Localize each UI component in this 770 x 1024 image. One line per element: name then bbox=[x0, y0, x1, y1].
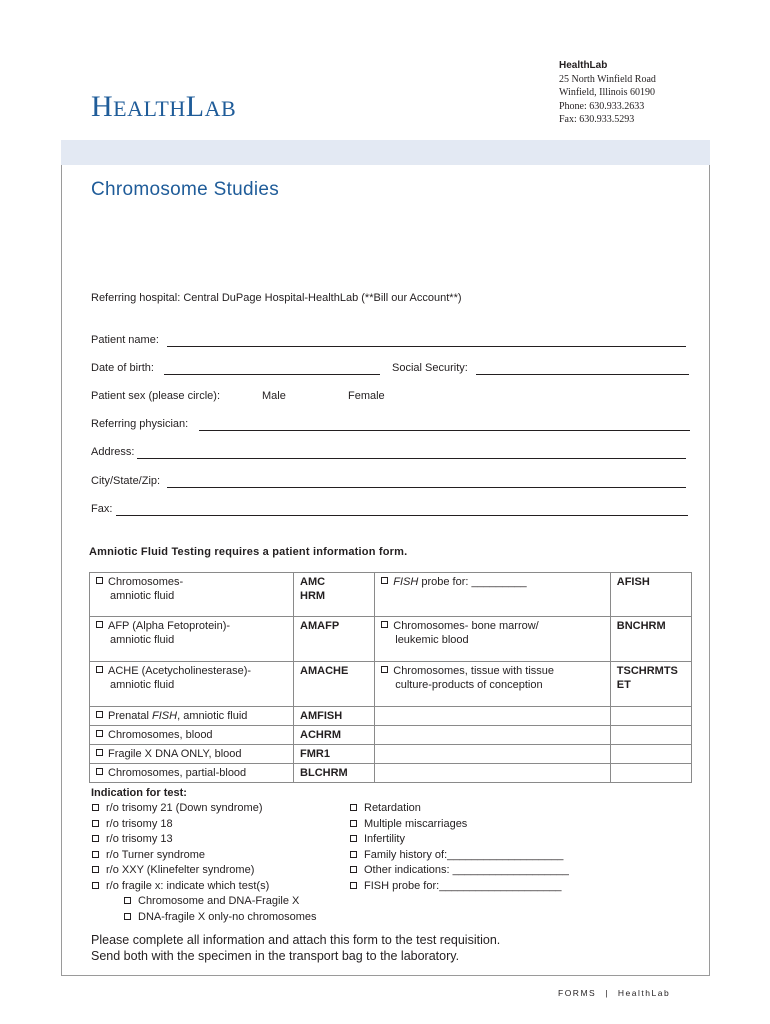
table-row bbox=[90, 764, 692, 783]
checkbox[interactable] bbox=[96, 621, 103, 628]
indication-item[interactable]: r/o trisomy 21 (Down syndrome) bbox=[92, 801, 317, 817]
table-row bbox=[90, 726, 692, 745]
test-code: BLCHRM bbox=[294, 764, 375, 783]
dob-field[interactable] bbox=[164, 374, 380, 375]
closing-instructions bbox=[91, 932, 500, 964]
test-code: AMFISH bbox=[294, 707, 375, 726]
test-ache-amniotic[interactable]: ACHE (Acetycholinesterase)- amniotic fluid bbox=[90, 662, 294, 707]
checkbox[interactable] bbox=[96, 577, 103, 584]
header-band bbox=[61, 140, 710, 165]
checkbox[interactable] bbox=[350, 835, 357, 842]
test-fragile-x-dna[interactable]: Fragile X DNA ONLY, blood bbox=[90, 745, 294, 764]
checkbox[interactable] bbox=[350, 804, 357, 811]
checkbox[interactable] bbox=[92, 851, 99, 858]
indication-item[interactable]: r/o XXY (Klinefelter syndrome) bbox=[92, 863, 317, 879]
test-afp-amniotic[interactable]: AFP (Alpha Fetoprotein)- amniotic fluid bbox=[90, 617, 294, 662]
indication-item[interactable]: Other indications: ___________________ bbox=[350, 863, 569, 879]
checkbox[interactable] bbox=[92, 835, 99, 842]
address-block bbox=[559, 59, 656, 127]
indication-item[interactable]: r/o trisomy 18 bbox=[92, 817, 317, 833]
indication-item[interactable]: Retardation bbox=[350, 801, 569, 817]
closing-line2: Send both with the specimen in the transport bag to the laboratory. bbox=[91, 949, 460, 963]
checkbox[interactable] bbox=[96, 768, 103, 775]
checkbox[interactable] bbox=[92, 866, 99, 873]
amniotic-note: Amniotic Fluid Testing requires a patient information form. bbox=[89, 546, 408, 558]
closing-line1: Please complete all information and attach this form to the test requisition. bbox=[91, 933, 501, 947]
empty-cell bbox=[610, 764, 691, 783]
test-prenatal-fish[interactable]: Prenatal FISH, amniotic fluid bbox=[90, 707, 294, 726]
checkbox[interactable] bbox=[350, 820, 357, 827]
test-fish-probe[interactable]: FISH probe for: _________ bbox=[375, 573, 611, 617]
test-code: AMAFP bbox=[294, 617, 375, 662]
physician-field[interactable] bbox=[199, 430, 690, 431]
empty-cell bbox=[610, 707, 691, 726]
address-field[interactable] bbox=[137, 458, 686, 459]
fax-field[interactable] bbox=[116, 515, 688, 516]
checkbox[interactable] bbox=[92, 804, 99, 811]
indication-subitem[interactable]: DNA-fragile X only-no chromosomes bbox=[92, 910, 317, 926]
dob-label: Date of birth: bbox=[91, 362, 154, 374]
checkbox[interactable] bbox=[124, 913, 131, 920]
indication-subitem[interactable]: Chromosome and DNA-Fragile X bbox=[92, 894, 317, 910]
test-code: AMACHE bbox=[294, 662, 375, 707]
checkbox[interactable] bbox=[124, 897, 131, 904]
indication-list-left bbox=[92, 801, 317, 925]
checkbox[interactable] bbox=[96, 749, 103, 756]
checkbox[interactable] bbox=[92, 820, 99, 827]
patient-name-field[interactable] bbox=[167, 346, 686, 347]
checkbox[interactable] bbox=[92, 882, 99, 889]
table-row bbox=[90, 707, 692, 726]
test-chromosomes-blood[interactable]: Chromosomes, blood bbox=[90, 726, 294, 745]
footer-separator: | bbox=[605, 988, 609, 998]
table-row bbox=[90, 662, 692, 707]
footer-forms: FORMS bbox=[558, 988, 597, 998]
checkbox[interactable] bbox=[96, 711, 103, 718]
tests-table bbox=[89, 572, 692, 783]
physician-label: Referring physician: bbox=[91, 418, 189, 430]
sex-option-male[interactable]: Male bbox=[262, 390, 286, 402]
test-chromosomes-amniotic[interactable]: Chromosomes- amniotic fluid bbox=[90, 573, 294, 617]
indication-list-right bbox=[350, 801, 569, 894]
test-code: AMC HRM bbox=[294, 573, 375, 617]
indication-item[interactable]: r/o fragile x: indicate which test(s) bbox=[92, 879, 317, 895]
indication-title: Indication for test: bbox=[91, 787, 187, 799]
form-title: Chromosome Studies bbox=[91, 179, 280, 200]
indication-item[interactable]: FISH probe for:____________________ bbox=[350, 879, 569, 895]
logo-letter-h: H bbox=[91, 90, 114, 123]
ssn-field[interactable] bbox=[476, 374, 689, 375]
address-line1: 25 North Winfield Road bbox=[559, 73, 656, 85]
checkbox[interactable] bbox=[96, 666, 103, 673]
test-code: FMR1 bbox=[294, 745, 375, 764]
table-row bbox=[90, 573, 692, 617]
logo-text-ab: AB bbox=[204, 96, 237, 121]
table-row bbox=[90, 617, 692, 662]
empty-cell bbox=[610, 726, 691, 745]
page-footer bbox=[558, 988, 670, 998]
healthlab-logo bbox=[91, 90, 236, 124]
address-line2: Winfield, Illinois 60190 bbox=[559, 87, 655, 98]
table-row bbox=[90, 745, 692, 764]
org-name: HealthLab bbox=[559, 60, 608, 71]
indication-item[interactable]: Multiple miscarriages bbox=[350, 817, 569, 833]
phone-number: Phone: 630.933.2633 bbox=[559, 100, 645, 112]
empty-cell bbox=[375, 707, 611, 726]
test-code: BNCHRM bbox=[610, 617, 691, 662]
footer-brand: HealthLab bbox=[617, 988, 671, 998]
checkbox[interactable] bbox=[350, 866, 357, 873]
fax-label: Fax: bbox=[91, 503, 113, 515]
logo-text-ealth: EALTH bbox=[113, 96, 186, 121]
referring-hospital: Referring hospital: Central DuPage Hospital-HealthLab (**Bill our Account**) bbox=[91, 292, 462, 304]
city-field[interactable] bbox=[167, 487, 686, 488]
indication-item[interactable]: r/o Turner syndrome bbox=[92, 848, 317, 864]
indication-item[interactable]: r/o trisomy 13 bbox=[92, 832, 317, 848]
test-chromosomes-partial-blood[interactable]: Chromosomes, partial-blood bbox=[90, 764, 294, 783]
test-code: ACHRM bbox=[294, 726, 375, 745]
checkbox[interactable] bbox=[381, 621, 388, 628]
indication-item[interactable]: Family history of:___________________ bbox=[350, 848, 569, 864]
test-code: TSCHRMTS ET bbox=[610, 662, 691, 707]
empty-cell bbox=[375, 764, 611, 783]
checkbox[interactable] bbox=[96, 730, 103, 737]
empty-cell bbox=[375, 745, 611, 764]
checkbox[interactable] bbox=[350, 851, 357, 858]
ssn-label: Social Security: bbox=[392, 362, 468, 374]
sex-option-female[interactable]: Female bbox=[348, 390, 385, 402]
fax-number: Fax: 630.933.5293 bbox=[559, 114, 635, 125]
empty-cell bbox=[610, 745, 691, 764]
city-label: City/State/Zip: bbox=[91, 475, 161, 487]
checkbox[interactable] bbox=[381, 666, 388, 673]
sex-label: Patient sex (please circle): bbox=[91, 390, 220, 402]
checkbox[interactable] bbox=[381, 577, 388, 584]
test-bone-marrow[interactable]: Chromosomes- bone marrow/ leukemic blood bbox=[375, 617, 611, 662]
test-tissue-culture[interactable]: Chromosomes, tissue with tissue culture-products of conception bbox=[375, 662, 611, 707]
indication-item[interactable]: Infertility bbox=[350, 832, 569, 848]
checkbox[interactable] bbox=[350, 882, 357, 889]
empty-cell bbox=[375, 726, 611, 745]
address-label: Address: bbox=[91, 446, 135, 458]
test-code: AFISH bbox=[610, 573, 691, 617]
patient-name-label: Patient name: bbox=[91, 334, 159, 346]
logo-letter-l: L bbox=[185, 90, 205, 123]
